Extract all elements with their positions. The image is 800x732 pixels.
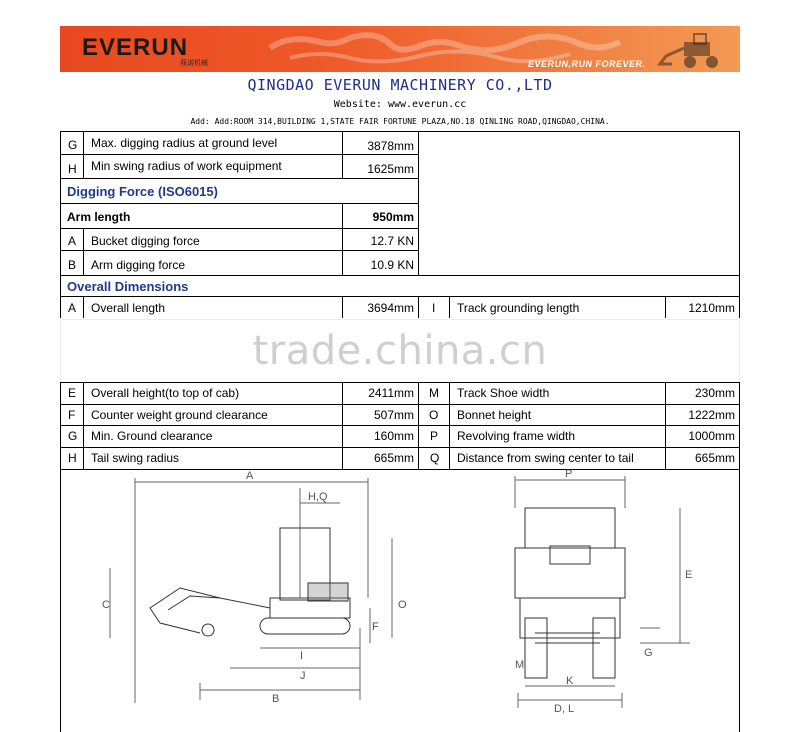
arm-length-label: Arm length <box>67 210 131 224</box>
header-banner <box>60 26 740 72</box>
row-label: Bonnet height <box>457 408 532 422</box>
drawing-label-front: P <box>565 468 573 480</box>
row-value: 1000mm <box>688 429 735 443</box>
brand-slogan: EVERUN,RUN FOREVER. <box>528 59 646 69</box>
section-title-overall-dimensions: Overall Dimensions <box>67 279 189 294</box>
row-code: A <box>68 301 77 315</box>
row-value: 665mm <box>694 451 735 465</box>
row-label: Min swing radius of work equipment <box>91 159 282 173</box>
row-label: Distance from swing center to tail <box>457 451 634 465</box>
row-value: 1222mm <box>688 408 735 422</box>
drawing-label-side: B <box>272 693 280 705</box>
brand-subtitle: 莪诺机械 <box>180 60 208 67</box>
drawing-label-side: A <box>246 470 254 482</box>
company-name: QINGDAO EVERUN MACHINERY CO.,LTD <box>247 76 553 94</box>
drawing-label-side: C <box>102 599 110 611</box>
row-value: 2411mm <box>368 386 414 400</box>
arm-length-value: 950mm <box>372 210 414 224</box>
row-value: 160mm <box>373 429 414 443</box>
drawing-label-side: I <box>300 650 304 662</box>
row-code: P <box>430 429 439 443</box>
row-value: 3694mm <box>367 301 414 315</box>
row-code: H <box>68 451 77 465</box>
drawing-label-front: D, L <box>554 703 575 715</box>
row-code: Q <box>430 451 440 465</box>
drawing-label-front: K <box>566 675 574 687</box>
row-label: Counter weight ground clearance <box>91 408 268 422</box>
row-label: Revolving frame width <box>457 429 576 443</box>
row-code: H <box>68 162 77 176</box>
row-label: Min. Ground clearance <box>91 429 213 443</box>
brand-logo <box>82 34 188 62</box>
brand-text: EVERUN <box>82 34 189 61</box>
row-value: 12.7 KN <box>370 234 414 248</box>
row-code: F <box>68 408 76 422</box>
row-value: 1625mm <box>367 162 414 176</box>
row-code: G <box>68 138 78 152</box>
row-label: Bucket digging force <box>91 234 200 248</box>
row-value: 230mm <box>694 386 735 400</box>
row-label: Overall height(to top of cab) <box>91 386 240 400</box>
row-value: 665mm <box>373 451 414 465</box>
drawing-label-front: E <box>685 569 693 581</box>
row-code: O <box>429 408 439 422</box>
row-code: M <box>429 386 439 400</box>
row-code: A <box>68 234 77 248</box>
watermark-text: trade.china.cn <box>252 328 548 374</box>
row-label: Track Shoe width <box>457 386 550 400</box>
row-value: 1210mm <box>688 301 735 315</box>
watermark-band <box>0 318 800 382</box>
address-line: Add: Add:ROOM 314,BUILDING 1,STATE FAIR FORTUNE PLAZA,NO.18 QINLING ROAD,QINGDAO,CHINA. <box>190 117 610 126</box>
excavator-dimension-drawing <box>60 468 740 732</box>
row-label: Tail swing radius <box>91 451 180 465</box>
loader-machine-icon <box>654 30 734 70</box>
row-value: 507mm <box>373 408 414 422</box>
drawing-label-front: G <box>644 647 653 659</box>
row-label: Track grounding length <box>457 301 580 315</box>
drawing-label-side: H,Q <box>308 491 328 503</box>
drawing-label-front: M <box>515 659 525 671</box>
row-label: Overall length <box>91 301 166 315</box>
drawing-label-side: O <box>398 599 407 611</box>
website-line: Website: www.everun.cc <box>333 99 467 110</box>
row-code: E <box>68 386 77 400</box>
row-code: G <box>68 429 78 443</box>
row-code: I <box>432 301 436 315</box>
row-code: B <box>68 258 77 272</box>
row-value: 3878mm <box>367 139 414 153</box>
section-title-digging-force: Digging Force (ISO6015) <box>67 184 218 199</box>
drawing-label-side: J <box>300 670 306 682</box>
row-value: 10.9 KN <box>370 258 414 272</box>
drawing-label-side: F <box>372 621 379 633</box>
row-label: Max. digging radius at ground level <box>91 136 278 150</box>
row-label: Arm digging force <box>91 258 186 272</box>
